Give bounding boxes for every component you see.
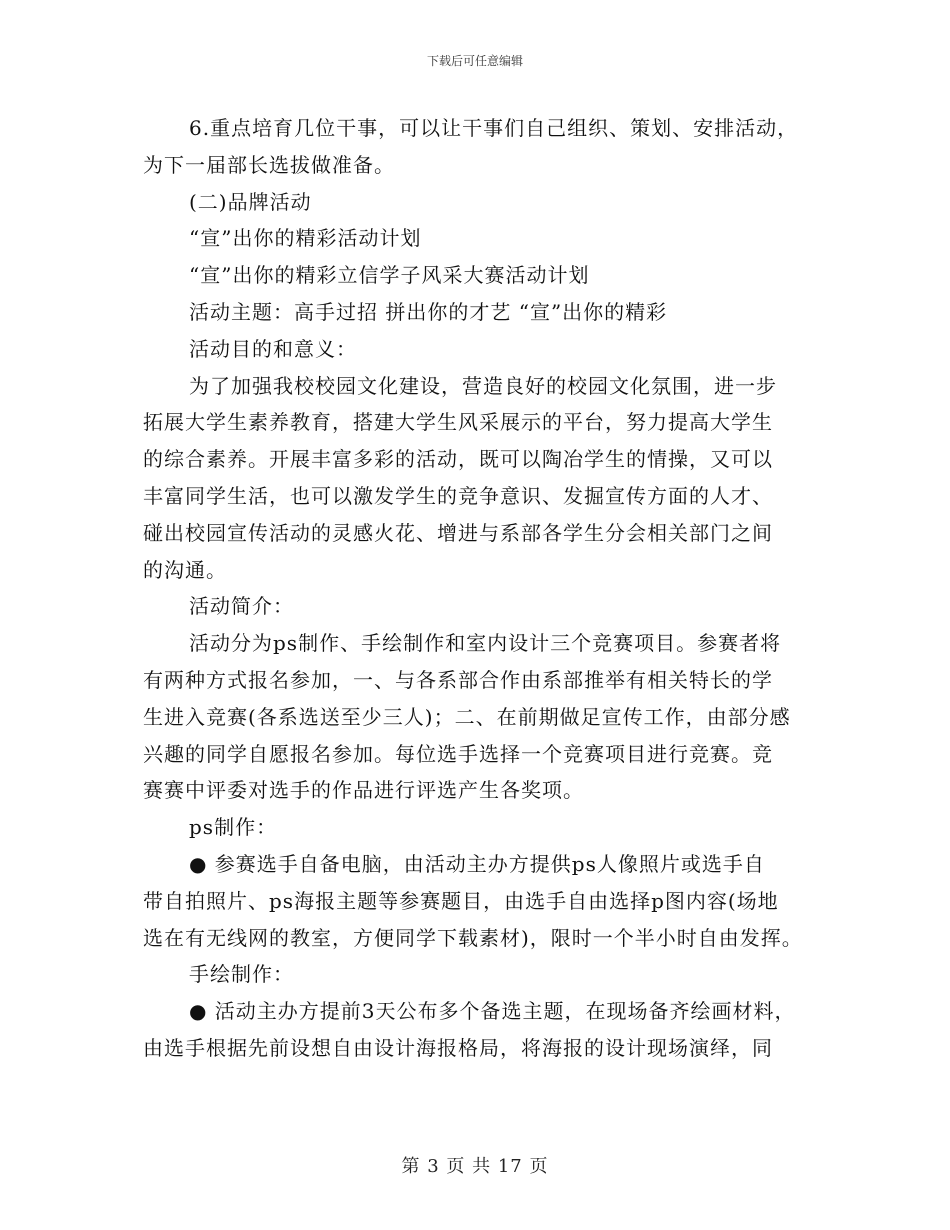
text-line: 活动目的和意义： bbox=[189, 336, 357, 361]
text-line: 活动主题：高手过招 拼出你的才艺 “宣”出你的精彩 bbox=[189, 299, 668, 324]
text-line: 的沟通。 bbox=[143, 557, 227, 582]
text-line: 选在有无线网的教室，方便同学下载素材)，限时一个半小时自由发挥。 bbox=[143, 925, 803, 950]
text-line: “宣”出你的精彩活动计划 bbox=[189, 226, 422, 251]
bullet-line: ● 参赛选手自备电脑，由活动主办方提供ps人像照片或选手自 bbox=[189, 851, 765, 876]
text-line: 有两种方式报名参加，一、与各系部合作由系部推举有相关特长的学 bbox=[143, 667, 773, 692]
document-body bbox=[143, 110, 808, 1067]
section-heading: (二)品牌活动 bbox=[189, 189, 312, 214]
text-line: 兴趣的同学自愿报名参加。每位选手选择一个竞赛项目进行竞赛。竞 bbox=[143, 741, 773, 766]
text-line: 生进入竞赛(各系选送至少三人)；二、在前期做足宣传工作，由部分感 bbox=[143, 704, 791, 729]
text-line: 的综合素养。开展丰富多彩的活动，既可以陶冶学生的情操，又可以 bbox=[143, 447, 773, 472]
text-line: 为了加强我校校园文化建设，营造良好的校园文化氛围，进一步 bbox=[189, 373, 777, 398]
text-line: 由选手根据先前设想自由设计海报格局，将海报的设计现场演绎，同 bbox=[143, 1035, 773, 1060]
text-line: 碰出校园宣传活动的灵感火花、增进与系部各学生分会相关部门之间 bbox=[143, 520, 773, 545]
text-line: 拓展大学生素养教育，搭建大学生风采展示的平台，努力提高大学生 bbox=[143, 410, 773, 435]
text-line: ps制作： bbox=[189, 815, 278, 840]
text-line: 赛赛中评委对选手的作品进行评选产生各奖项。 bbox=[143, 778, 584, 803]
text-line: 带自拍照片、ps海报主题等参赛题目，由选手自由选择p图内容(场地 bbox=[143, 888, 779, 913]
text-line: 活动简介： bbox=[189, 594, 294, 619]
text-line: “宣”出你的精彩立信学子风采大赛活动计划 bbox=[189, 263, 590, 288]
text-line: 手绘制作： bbox=[189, 962, 294, 987]
text-line: 活动分为ps制作、手绘制作和室内设计三个竞赛项目。参赛者将 bbox=[189, 631, 782, 656]
text-line: 为下一届部长选拔做准备。 bbox=[143, 152, 395, 177]
page-number: 第 3 页 共 17 页 bbox=[401, 1156, 549, 1177]
text-line: 丰富同学生活，也可以激发学生的竞争意识、发掘宣传方面的人才、 bbox=[143, 483, 773, 508]
page-header: 下载后可任意编辑 bbox=[426, 54, 523, 68]
text-line: 6.重点培育几位干事，可以让干事们自己组织、策划、安排活动， bbox=[189, 116, 799, 140]
bullet-line: ● 活动主办方提前3天公布多个备选主题，在现场备齐绘画材料， bbox=[189, 999, 796, 1024]
